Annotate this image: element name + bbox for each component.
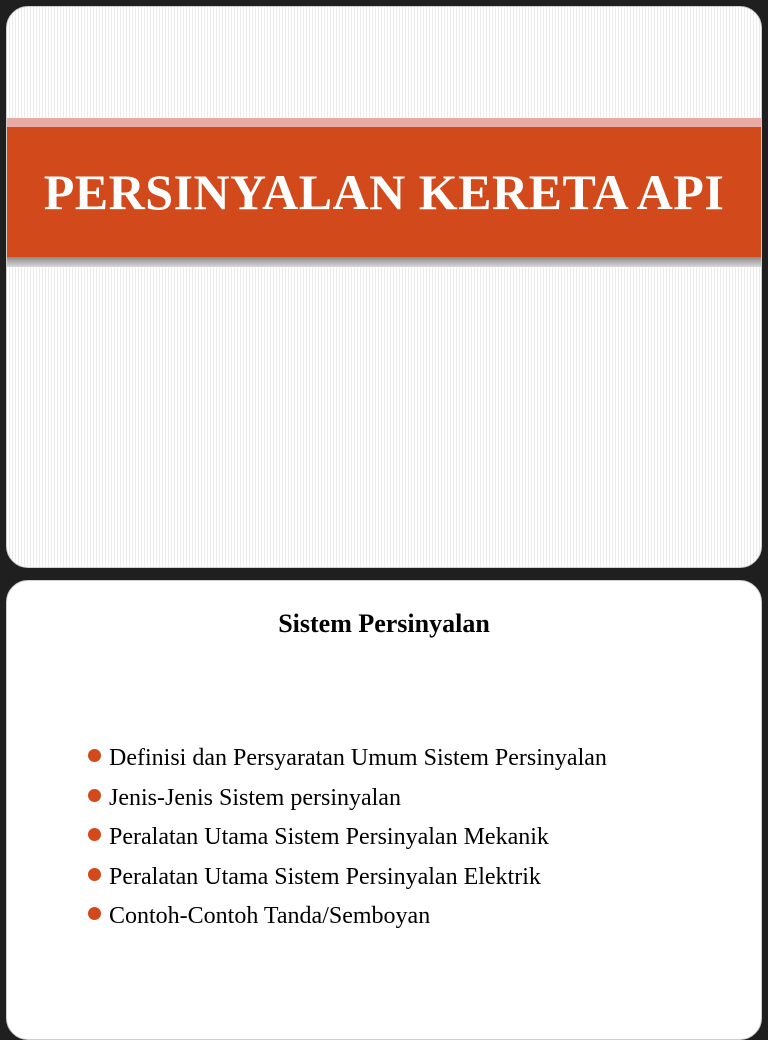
title-slide bbox=[6, 6, 762, 568]
list-item-text: Jenis-Jenis Sistem persinyalan bbox=[109, 784, 401, 811]
content-slide bbox=[6, 580, 762, 1040]
list-item bbox=[85, 779, 607, 819]
bullet-dot-icon bbox=[88, 828, 101, 841]
bullet-dot-icon bbox=[88, 789, 101, 802]
bullet-dot-icon bbox=[88, 907, 101, 920]
list-item-text: Contoh-Contoh Tanda/Semboyan bbox=[109, 903, 431, 929]
list-item-text: Peralatan Utama Sistem Persinyalan Elektrik bbox=[109, 863, 541, 890]
bullet-dot-icon bbox=[88, 868, 101, 881]
list-item bbox=[85, 739, 607, 779]
title-band-highlight bbox=[7, 118, 761, 127]
title-band bbox=[7, 127, 761, 257]
bullet-list bbox=[85, 739, 607, 937]
title-band-shadow bbox=[7, 257, 761, 267]
list-item bbox=[85, 818, 607, 858]
section-heading: Sistem Persinyalan bbox=[278, 609, 490, 638]
list-item-text: Peralatan Utama Sistem Persinyalan Mekanik bbox=[109, 824, 549, 850]
bullet-dot-icon bbox=[88, 749, 101, 762]
list-item-text: Definisi dan Persyaratan Umum Sistem Persinyalan bbox=[109, 745, 607, 771]
list-item bbox=[85, 858, 607, 898]
slide-title: PERSINYALAN KERETA API bbox=[43, 164, 725, 220]
list-item bbox=[85, 897, 607, 937]
